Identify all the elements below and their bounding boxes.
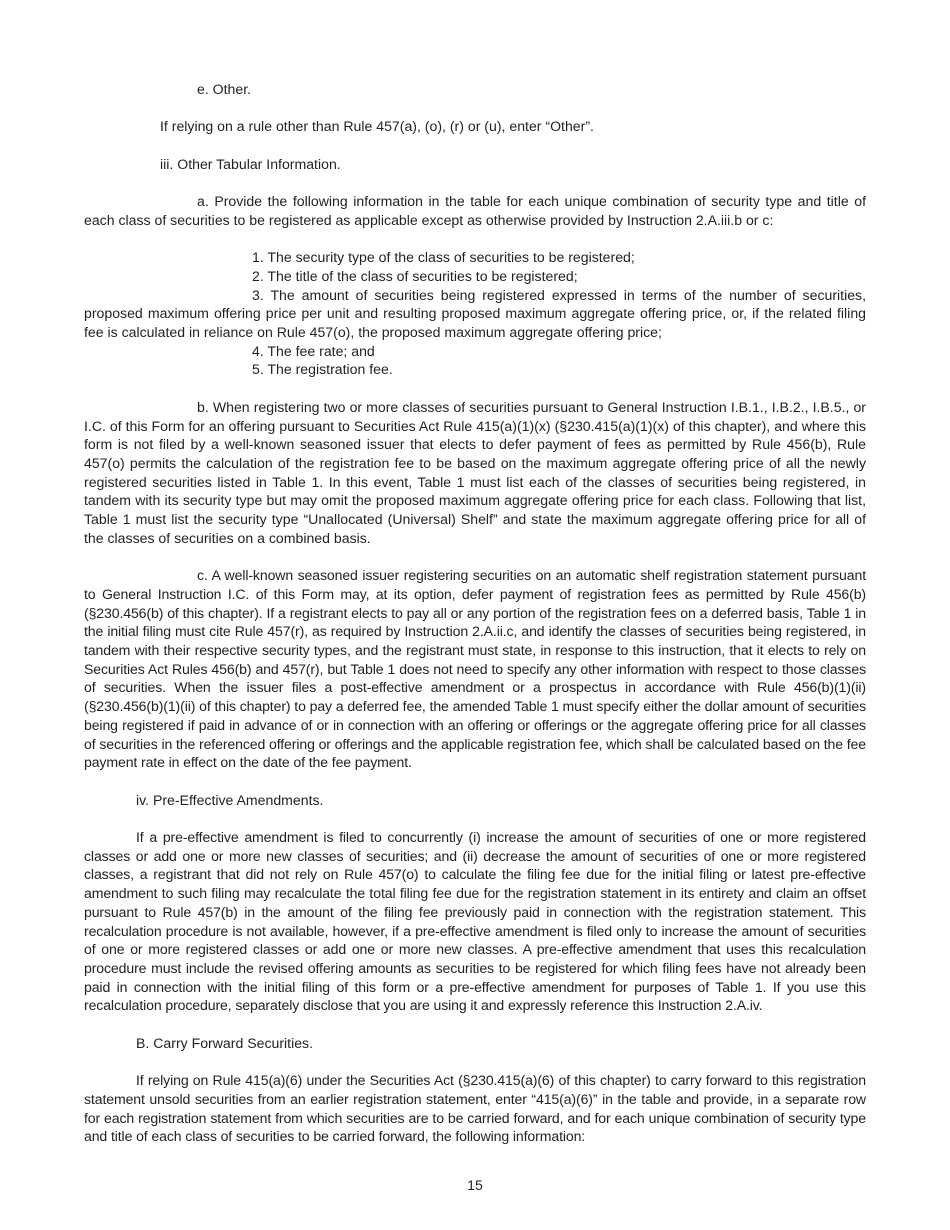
- paragraph-iv: If a pre-effective amendment is filed to concurrently (i) increase the amount of securities of one or more registered classes or add one or more new classes of securities; and (ii) decrease the amount of securities of one or more registered classes, a registrant that did not rely on Rule 457(o) to calculate the filing fee due for the initial filing or latest pre-effective amendment to such filing may recalculate the total filing fee due for the registration statement in its entirety and claim an offset pursuant to Rule 457(b) in the amount of the filing fee previously paid in connection with the registration statement. This recalculation procedure is not available, however, if a pre-effective amendment is filed only to increase the amount of securities of one or more registered classes or add one or more new classes. A pre-effective amendment that uses this recalculation procedure must include the revised offering amounts as securities to be registered for which filing fees have not already been paid in connection with the initial filing of this form or a pre-effective amendment for purposes of Table 1. If you use this recalculation procedure, separately disclose that you are using it and expressly reference this Instruction 2.A.iv.: [84, 829, 866, 1014]
- paragraph-B: If relying on Rule 415(a)(6) under the Securities Act (§230.415(a)(6) of this chapter) to carry forward to this registration statement unsold securities from an earlier registration statement, enter “415(a)(6)” in the table and provide, in a separate row for each registration statement from which securities are to be carried forward, and for each unique combination of security type and title of each class of securities to be carried forward, the following information:: [84, 1072, 866, 1145]
- list-item-5: 5. The registration fee.: [252, 361, 393, 378]
- other-note: If relying on a rule other than Rule 457(a), (o), (r) or (u), enter “Other”.: [160, 118, 594, 135]
- list-item-2: 2. The title of the class of securities to be registered;: [252, 267, 578, 284]
- paragraph-a: a. Provide the following information in the table for each unique combination of security type and title of each class of securities to be registered as applicable except as otherwise provided by Instruction 2.A.iii.b or c:: [84, 193, 866, 228]
- section-iii-heading: iii. Other Tabular Information.: [160, 155, 341, 172]
- page-number: 15: [467, 1177, 483, 1193]
- paragraph-b: b. When registering two or more classes of securities pursuant to General Instruction I.B.1., I.B.2., I.B.5., or I.C. of this Form for an offering pursuant to Securities Act Rule 415(a)(1)(x) (§230.415(a)(1)(x) of this chapter), and where this form is not filed by a well-known seasoned issuer that elects to defer payment of fees as permitted by Rule 456(b), Rule 457(o) permits the calculation of the registration fee to be based on the maximum aggregate offering price of all the newly registered securities listed in Table 1. In this event, Table 1 must list each of the classes of securities being registered, in tandem with its security type but may omit the proposed maximum aggregate offering price for each class. Following that list, Table 1 must list the security type “Unallocated (Universal) Shelf” and state the maximum aggregate offering price for all of the classes of securities on a combined basis.: [84, 398, 866, 546]
- list-item-3: 3. The amount of securities being registered expressed in terms of the number of securities, proposed maximum offering price per unit and resulting proposed maximum aggregate offering price, or, if the related filing fee is calculated in reliance on Rule 457(o), the proposed maximum aggregate offering price;: [84, 286, 866, 341]
- section-B-heading: B. Carry Forward Securities.: [136, 1034, 313, 1051]
- item-e-other: e. Other.: [197, 81, 252, 97]
- list-item-1: 1. The security type of the class of securities to be registered;: [252, 249, 635, 266]
- document-body: [84, 80, 866, 1146]
- list-item-4: 4. The fee rate; and: [252, 342, 375, 359]
- section-iv-heading: iv. Pre-Effective Amendments.: [136, 791, 324, 808]
- paragraph-c: c. A well-known seasoned issuer registering securities on an automatic shelf registration statement pursuant to General Instruction I.C. of this Form may, at its option, defer payment of registration fees as permitted by Rule 456(b) (§230.456(b) of this chapter). If a registrant elects to pay all or any portion of the registration fees on a deferred basis, Table 1 in the initial filing must cite Rule 457(r), as required by Instruction 2.A.ii.c, and identify the classes of securities being registered, in tandem with their respective security types, and the registrant must state, in response to this instruction, that it elects to rely on Securities Act Rules 456(b) and 457(r), but Table 1 does not need to specify any other information with respect to those classes of securities. When the issuer files a post-effective amendment or a prospectus in accordance with Rule 456(b)(1)(ii) (§230.456(b)(1)(ii) of this chapter) to pay a deferred fee, the amended Table 1 must specify either the dollar amount of securities being registered if paid in advance of or in connection with an offering or offerings or the aggregate offering price for all classes of securities in the referenced offering or offerings and the applicable registration fee, which shall be calculated based on the fee payment rate in effect on the date of the fee payment.: [84, 567, 866, 771]
